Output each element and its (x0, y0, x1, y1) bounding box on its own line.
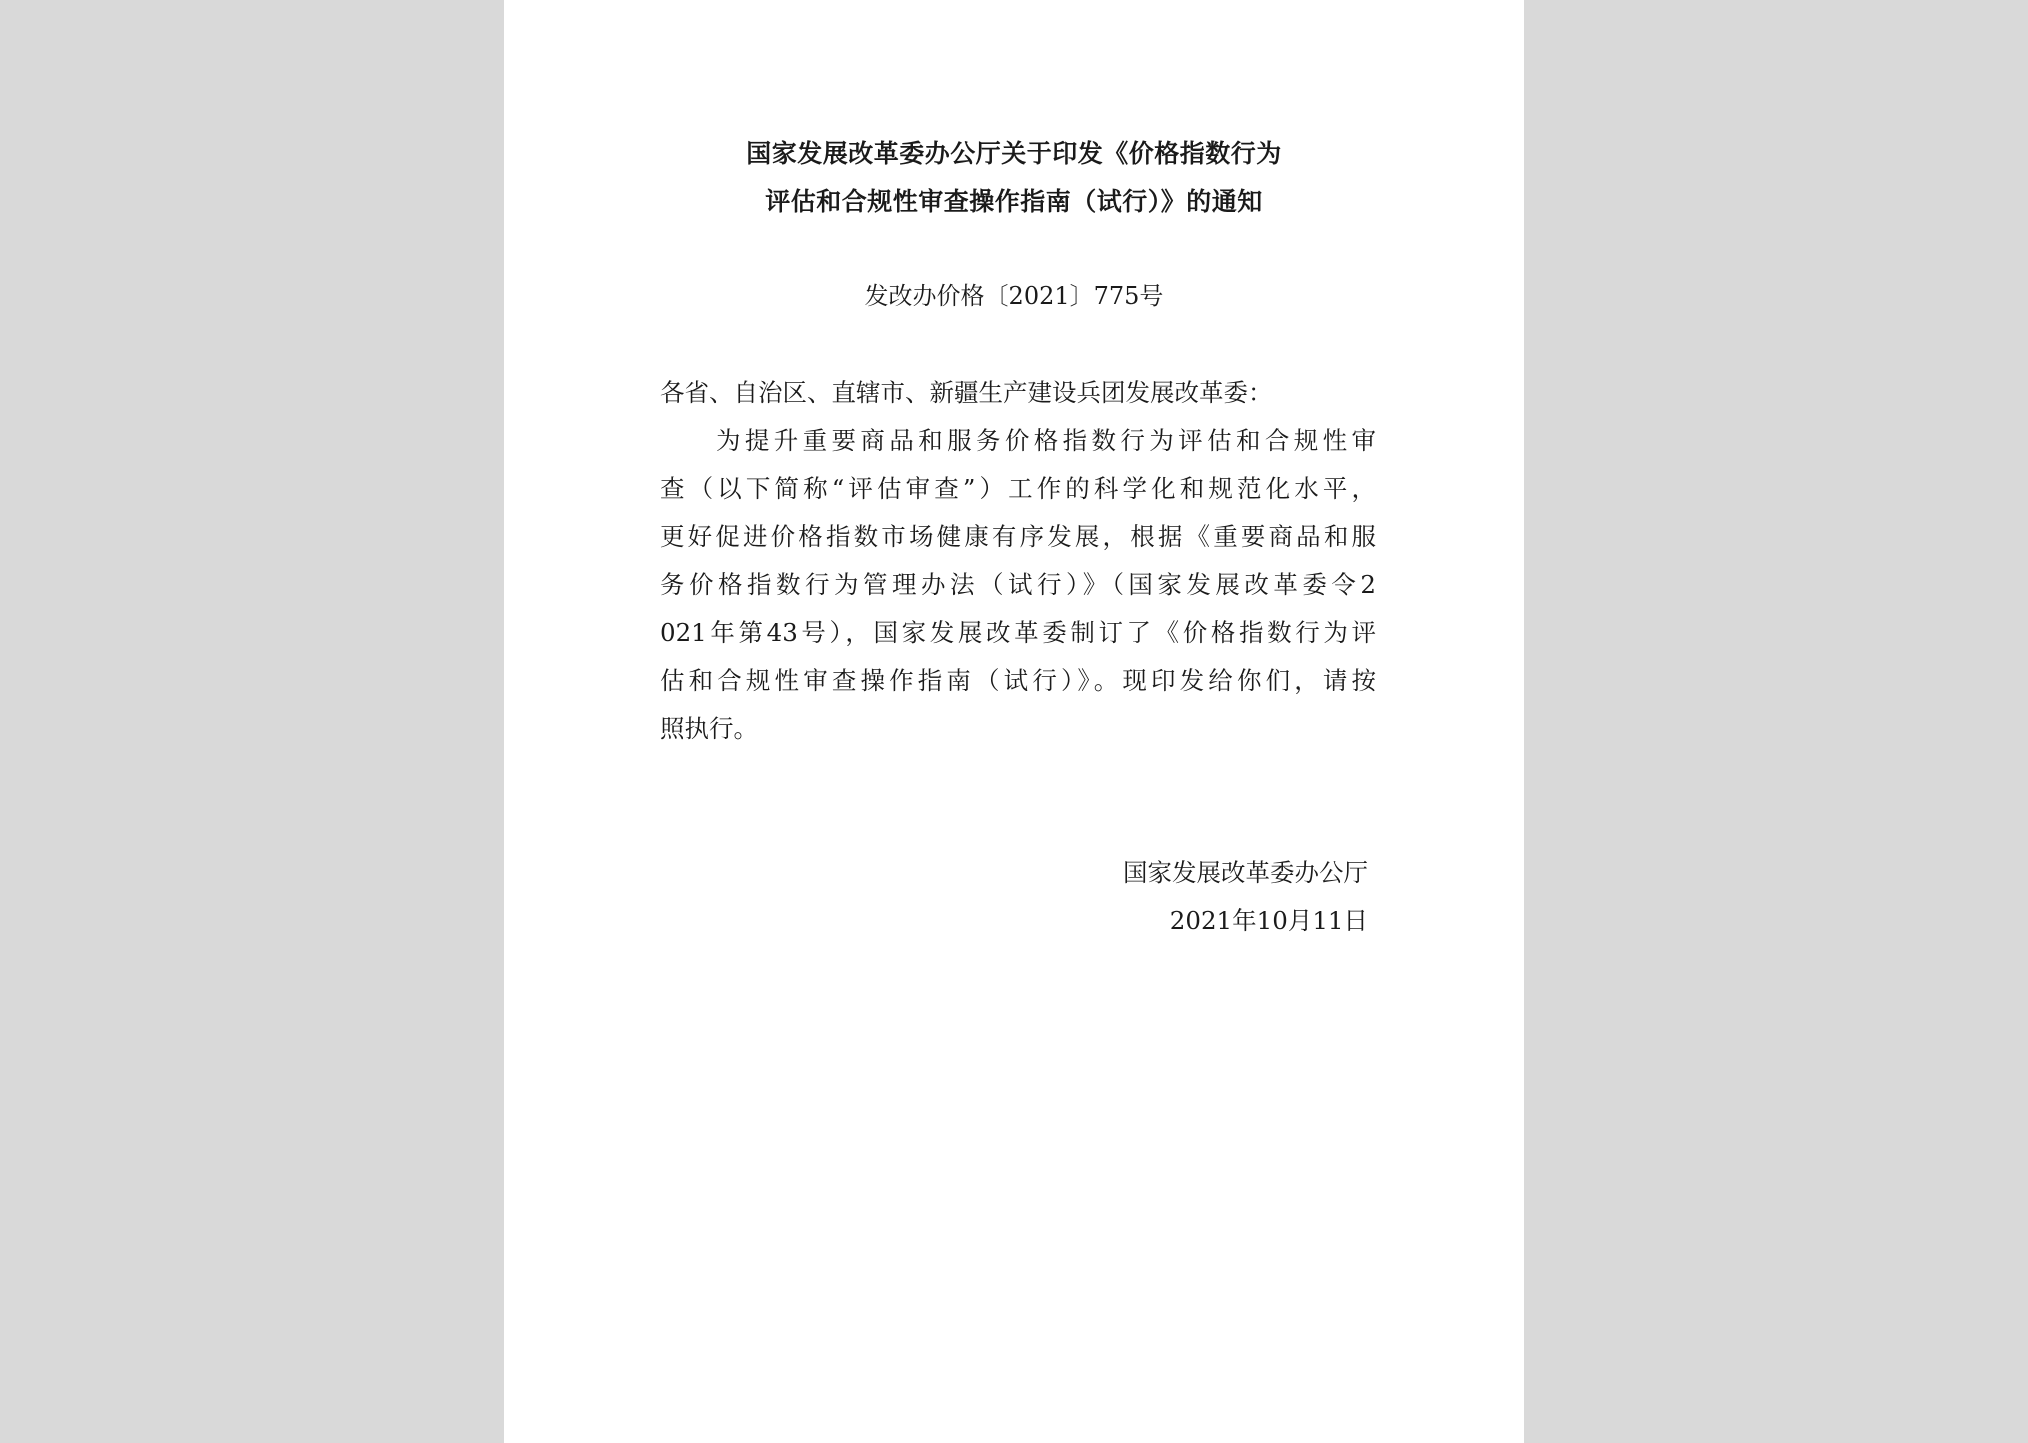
body-line-1: 为提升重要商品和服务价格指数行为评估和合规性审 (716, 426, 1376, 455)
body-line-3: 更好促进价格指数市场健康有序发展，根据《重要商品和服 (660, 522, 1376, 551)
document-title-line-1: 国家发展改革委办公厅关于印发《价格指数行为 (746, 139, 1282, 168)
body-line-2: 查（以下简称“评估审查”）工作的科学化和规范化水平， (660, 474, 1376, 503)
document-title-line-2: 评估和合规性审查操作指南（试行）》的通知 (765, 187, 1263, 216)
body-line-7: 照执行。 (660, 714, 758, 743)
signature-date: 2021年10月11日 (1169, 906, 1368, 935)
addressee: 各省、自治区、直辖市、新疆生产建设兵团发展改革委： (660, 378, 1273, 407)
document-number: 发改办价格〔2021〕775号 (864, 282, 1164, 310)
body-line-5: 021年第43号），国家发展改革委制订了《价格指数行为评 (660, 618, 1376, 647)
signature-issuer: 国家发展改革委办公厅 (1123, 858, 1368, 887)
document-page (504, 0, 1524, 1443)
body-line-4: 务价格指数行为管理办法（试行）》（国家发展改革委令2 (660, 570, 1376, 599)
body-line-6: 估和合规性审查操作指南（试行）》。现印发给你们，请按 (660, 666, 1376, 695)
